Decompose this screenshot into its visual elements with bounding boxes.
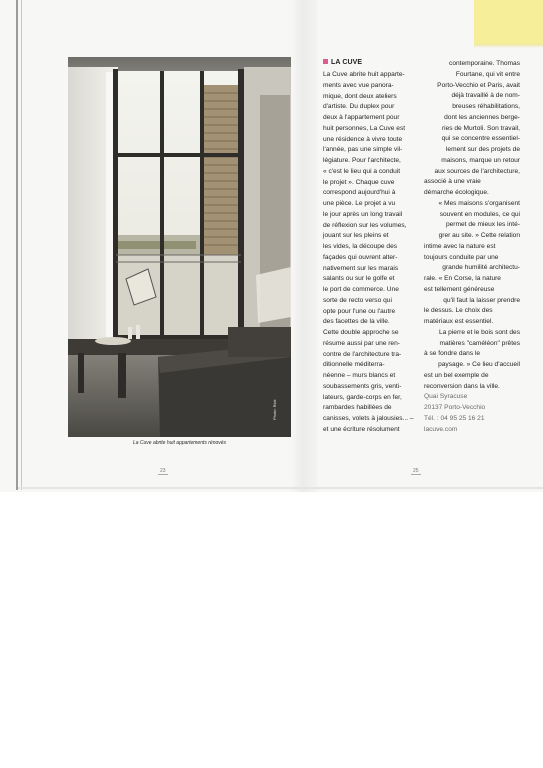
text-line: grer au site. » Cette relation [438, 232, 520, 239]
address-line: lacuve.com [424, 425, 458, 433]
text-line: canisses, volets à jalousies... – [323, 415, 414, 422]
text-line: reconversion dans la ville. [424, 382, 500, 390]
text-line: lement sur des projets de [445, 146, 520, 153]
page-gutter [291, 0, 317, 492]
address-line: 20137 Porto-Vecchio [424, 404, 486, 411]
address-line: Tél. : 04 95 25 16 21 [424, 414, 485, 422]
scan-bottom-edge [18, 487, 543, 489]
text-line: qu'il faut la laisser prendre [443, 296, 520, 304]
text-line: toujours conduite par une [424, 253, 499, 261]
text-line: déjà travaillé à de nom- [451, 92, 520, 100]
article-column-2 [424, 59, 520, 435]
text-line: contemporaine. Thomas [449, 60, 520, 67]
text-line: Cette double approche se [323, 329, 399, 336]
text-line: breuses réhabilitations, [452, 103, 520, 110]
text-line: grande humilité architectu- [442, 264, 520, 272]
text-line: La pierre et le bois sont des [438, 328, 520, 336]
text-line: l'année, pas une simple vil- [323, 146, 403, 154]
text-line: est un bel exemple de [424, 371, 489, 379]
section-title: LA CUVE [331, 59, 363, 66]
text-line: Fourtane, qui vit entre [455, 70, 520, 78]
text-line: façades qui ouvrent alter- [323, 253, 398, 261]
text-line: des facettes de la ville. [323, 318, 390, 326]
text-line: deux à l'appartement pour [323, 114, 400, 121]
text-line: matériaux est essentiel. [424, 318, 494, 325]
section-heading [323, 59, 362, 66]
text-line: à se fondre dans le [424, 350, 481, 358]
text-line: « c'est le lieu qui a conduit [323, 167, 401, 175]
text-line: démarche écologique. [424, 189, 489, 196]
text-line: opte pour l'une ou l'autre [323, 307, 396, 315]
text-line: « Mes maisons s'organisent [438, 199, 520, 207]
address-line: Quai Syracuse [424, 393, 468, 401]
binding-edge [16, 0, 18, 490]
text-line: une pièce. Le projet a vu [323, 200, 396, 207]
sticky-note [474, 0, 543, 44]
text-line: le projet ». Chaque cuve [323, 178, 395, 186]
text-line: sorte de recto verso qui [323, 296, 392, 304]
text-line: et une écriture résolument [323, 425, 400, 433]
text-line: les vides, la découpe des [323, 243, 398, 250]
text-line: légiature. Pour l'architecte, [323, 157, 401, 164]
text-line: maisons, marque un retour [441, 156, 520, 164]
text-line: une résidence à vivre toute [323, 135, 403, 143]
photo-credit: Photo: Rick [272, 399, 277, 420]
text-line: correspond aujourd'hui à [323, 189, 396, 197]
text-line: La Cuve abrite huit apparte- [323, 71, 405, 78]
text-line: Porto-Vecchio et Paris, avait [437, 81, 520, 89]
text-line: néenne – murs blancs et [323, 372, 396, 379]
section-marker [323, 59, 328, 64]
photo-caption: La Cuve abrite huit appartements rénovés [132, 440, 227, 446]
text-line: le jour après un long travail [323, 210, 403, 218]
text-line: permet de mieux les inté- [445, 221, 520, 229]
text-line: salants ou sur le golfe et [323, 275, 395, 283]
text-line: le port de commerce. Une [323, 286, 399, 293]
binding-edge-inner [21, 0, 22, 490]
text-line: qui se concentre essentiel- [441, 135, 520, 143]
text-line: soubassements gris, venti- [323, 382, 402, 390]
text-line: huit personnes, La Cuve est [323, 124, 406, 132]
text-line: jouant sur les pleins et [323, 232, 389, 240]
text-line: contre de l'architecture tra- [323, 350, 402, 358]
text-line: souvent en modules, ce qui [439, 210, 520, 218]
text-line: ments avec vue panora- [323, 81, 394, 89]
text-line: lateurs, garde-corps en fer, [323, 393, 402, 401]
article-column-1 [323, 70, 418, 436]
page-number-right: 25 [413, 468, 419, 474]
text-line: rambardes habillées de [323, 404, 392, 412]
page-number-left: 23 [160, 468, 166, 474]
text-line: le dessus. Le choix des [424, 307, 493, 315]
text-line: paysage. » Ce lieu d'accueil [438, 361, 520, 368]
text-line: ries de Murtoli. Son travail, [441, 124, 520, 132]
text-line: d'artiste. Du duplex pour [323, 103, 395, 111]
text-line: intime avec la nature est [424, 242, 496, 250]
text-line: aux sources de l'architecture, [434, 167, 520, 175]
text-line: de réflexion sur les volumes, [323, 221, 407, 229]
text-line: dont les anciennes berge- [444, 113, 520, 121]
text-line: mique, dont deux ateliers [323, 92, 397, 100]
text-line: ditionnelle méditerra- [323, 361, 385, 369]
text-line: rale. « En Corse, la nature [424, 275, 501, 282]
text-line: matières "caméléon" prêtes [439, 339, 520, 347]
text-line: associé à une vraie [424, 178, 481, 186]
text-line: est tellement généreuse [424, 285, 495, 293]
interior-photo [68, 57, 291, 437]
text-line: nativement sur les marais [323, 264, 399, 272]
text-line: résume aussi par une ren- [323, 339, 400, 347]
